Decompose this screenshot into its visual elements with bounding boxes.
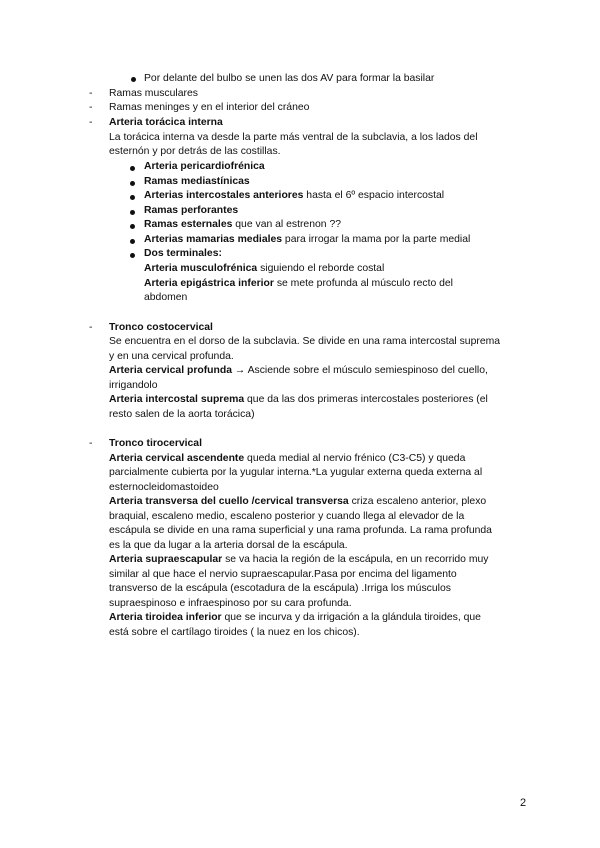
transversa-cuello: Arteria transversa del cuello /cervical transversa criza escaleno anterior, plexo: [109, 496, 487, 507]
basilar-text: Por delante del bulbo se unen las dos AV para formar la basilar: [144, 73, 435, 84]
supraescapular: Arteria supraescapular se va hacia la región de la escápula, en un recorrido muy: [109, 554, 489, 565]
bullet-dot: [130, 166, 135, 171]
supraescapular-cont: similar al que hace el nervio supraescapular.Pasa por encima del ligamento: [109, 569, 457, 580]
dash-marker: -: [89, 88, 93, 99]
cervical-ascendente-cont: esternocleidomastoideo: [109, 482, 219, 493]
branch-dos-terminales: Dos terminales:: [144, 248, 222, 259]
heading-tirocervical: Tronco tirocervical: [109, 438, 202, 449]
transversa-cuello-cont: escápula se divide en una rama superficial y una rama profunda. La rama profunda: [109, 525, 492, 536]
bullet-dot: [130, 210, 135, 215]
costocervical-desc-line: Se encuentra en el dorso de la subclavia. Se divide en una rama intercostal suprema: [109, 336, 501, 347]
transversa-cuello-cont: braquial, escaleno medio, escaleno posterior y cuando llega al elevador de la: [109, 511, 465, 522]
cervical-ascendente-cont: parcialmente cubierta por la yugular interna.*La yugular externa queda externa al: [109, 467, 483, 478]
bullet-dot: [131, 77, 136, 82]
bullet-dot: [130, 195, 135, 200]
bullet-dot: [130, 253, 135, 258]
supraescapular-cont: supraespinoso e infraespinoso por su cara profunda.: [109, 598, 352, 609]
dash-item-meninges: Ramas meninges y en el interior del cráneo: [109, 102, 310, 113]
branch-pericardiofrenica: Arteria pericardiofrénica: [144, 161, 265, 172]
toracica-desc-line: La torácica interna va desde la parte más ventral de la subclavia, a los lados del: [109, 132, 478, 143]
toracica-desc-line: esternón y por detrás de las costillas.: [109, 146, 281, 157]
branch-intercostales-anteriores: Arterias intercostales anteriores hasta el 6º espacio intercostal: [144, 190, 445, 201]
branch-mamarias-mediales: Arterias mamarias mediales para irrogar la mama por la parte medial: [144, 234, 471, 245]
branch-perforantes: Ramas perforantes: [144, 205, 239, 216]
dash-marker: -: [89, 117, 93, 128]
dash-marker: -: [89, 102, 93, 113]
branch-mediastinicas: Ramas mediastínicas: [144, 176, 250, 187]
transversa-cuello-cont: es la que da lugar a la arteria dorsal de la escápula.: [109, 540, 348, 551]
costocervical-desc-line: y en una cervical profunda.: [109, 351, 234, 362]
dash-marker: -: [89, 322, 93, 333]
dash-item-musculares: Ramas musculares: [109, 88, 198, 99]
tiroidea-inferior-cont: está sobre el cartílago tiroides ( la nuez en los chicos).: [109, 627, 360, 638]
cervical-profunda-cont: irrigandolo: [109, 380, 158, 391]
bullet-dot: [130, 181, 135, 186]
intercostal-suprema: Arteria intercostal suprema que da las dos primeras intercostales posteriores (el: [109, 394, 488, 405]
heading-toracica-interna: Arteria torácica interna: [109, 117, 223, 128]
branch-esternales: Ramas esternales que van al estrenon ??: [144, 219, 341, 230]
page-number: 2: [520, 797, 527, 809]
cervical-ascendente: Arteria cervical ascendente queda medial al nervio frénico (C3-C5) y queda: [109, 453, 466, 464]
terminal-epigastrica-cont: abdomen: [144, 292, 188, 303]
cervical-profunda: Arteria cervical profunda → Asciende sobre el músculo semiespinoso del cuello,: [109, 365, 488, 376]
terminal-musculofrenica: Arteria musculofrénica siguiendo el reborde costal: [144, 263, 385, 274]
intercostal-suprema-cont: resto salen de la aorta torácica): [109, 409, 255, 420]
heading-costocervical: Tronco costocervical: [109, 322, 213, 333]
tiroidea-inferior: Arteria tiroidea inferior que se incurva y da irrigación a la glándula tiroides, que: [109, 612, 481, 623]
terminal-epigastrica: Arteria epigástrica inferior se mete profunda al músculo recto del: [144, 278, 453, 289]
dash-marker: -: [89, 438, 93, 449]
supraescapular-cont: transverso de la escápula (escotadura de la escápula) .Irriga los músculos: [109, 583, 451, 594]
bullet-dot: [130, 224, 135, 229]
bullet-dot: [130, 239, 135, 244]
